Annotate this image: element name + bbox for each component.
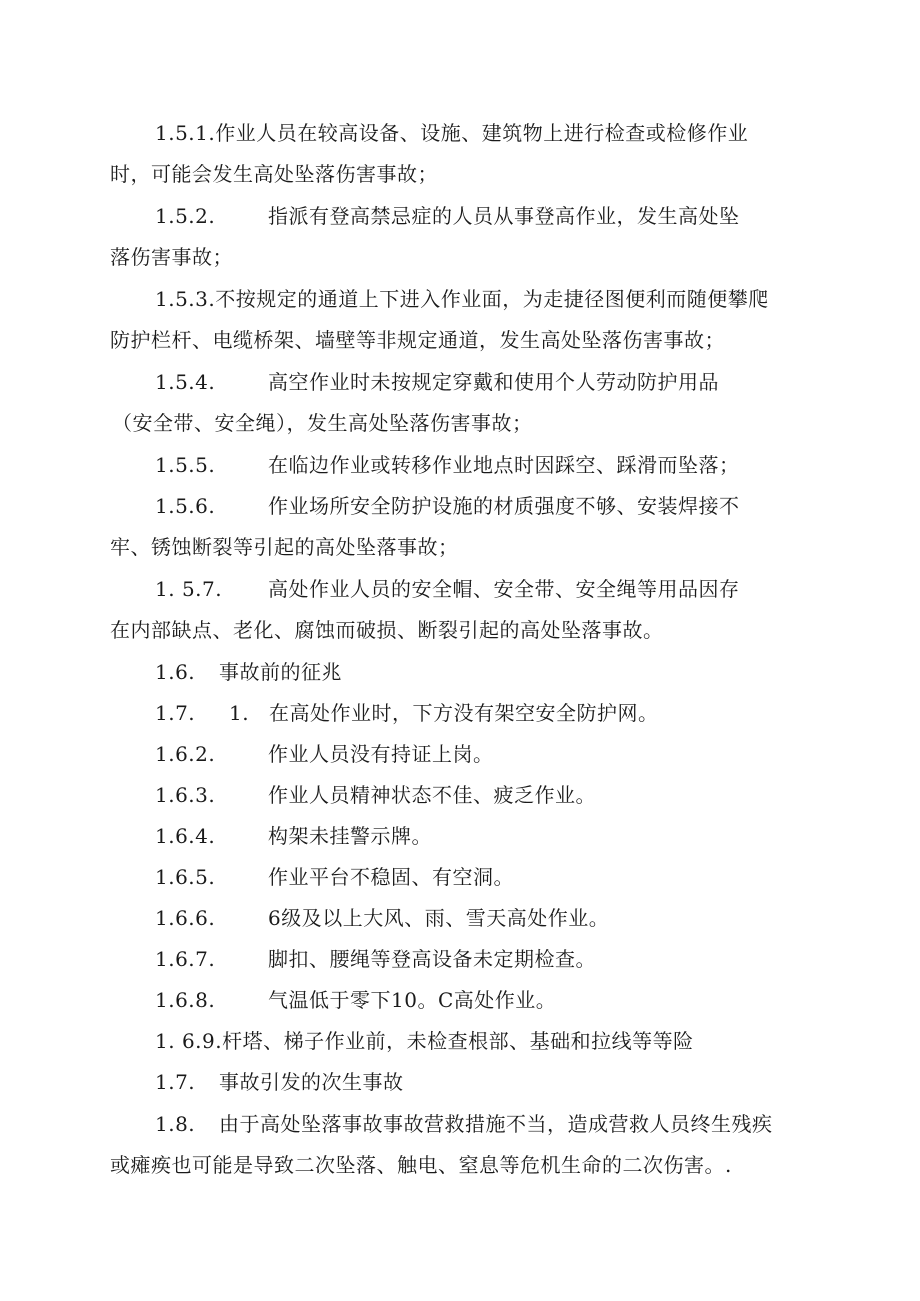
item-text: 高空作业时未按规定穿戴和使用个人劳动防护用品 — [268, 370, 719, 394]
paragraph-1-5-5 — [155, 451, 740, 479]
paragraph-1-5-6-line-1 — [155, 492, 740, 520]
item-text: 作业平台不稳固、有空洞。 — [268, 865, 514, 889]
item-text: 6级及以上大风、雨、雪天高处作业。 — [268, 906, 610, 930]
item-text: 指派有登高禁忌症的人员从事登高作业，发生高处坠 — [268, 204, 740, 228]
item-text: 高处作业人员的安全帽、安全带、安全绳等用品因存 — [268, 577, 740, 601]
paragraph-1-5-7-line-2: 在内部缺点、老化、腐蚀而破损、断裂引起的高处坠落事故。 — [110, 618, 664, 642]
item-text: 事故引发的次生事故 — [219, 1070, 404, 1094]
item-text: 作业人员精神状态不佳、疲乏作业。 — [268, 783, 596, 807]
item-number: 1.6.8. — [155, 988, 216, 1012]
item-text: 作业人员没有持证上岗。 — [268, 742, 494, 766]
item-number: 1.5.4. — [155, 370, 216, 394]
item-number: 1.5.6. — [155, 494, 216, 518]
paragraph-1-6-2 — [155, 740, 494, 768]
item-text: 气温低于零下10。C高处作业。 — [268, 988, 557, 1012]
paragraph-1-6-7 — [155, 945, 596, 973]
item-number: 1.6. — [155, 660, 196, 684]
item-number: 1.6.6. — [155, 906, 216, 930]
item-sub-number: 1. — [229, 701, 250, 725]
paragraph-1-5-1-line-2: 时，可能会发生高处坠落伤害事故； — [110, 162, 438, 186]
item-text: 由于高处坠落事故事故营救措施不当，造成营救人员终生残疾 — [219, 1112, 773, 1136]
paragraph-1-5-6-line-2: 牢、锈蚀断裂等引起的高处坠落事故； — [110, 535, 459, 559]
item-number: 1.6.3. — [155, 783, 216, 807]
paragraph-1-6-8 — [155, 986, 556, 1014]
item-text: 在高处作业时，下方没有架空安全防护网。 — [269, 701, 659, 725]
paragraph-1-6-6 — [155, 904, 609, 932]
paragraph-1-6-9: 1. 6.9.杆塔、梯子作业前，未检查根部、基础和拉线等等险 — [155, 1029, 694, 1053]
paragraph-1-5-1-line-1: 1.5.1.作业人员在较高设备、设施、建筑物上进行检查或检修作业 — [155, 121, 749, 145]
paragraph-1-5-7-line-1 — [155, 575, 740, 603]
item-number: 1.6.4. — [155, 824, 216, 848]
item-number: 1.5.5. — [155, 453, 216, 477]
paragraph-1-5-2-line-2: 落伤害事故； — [110, 245, 233, 269]
paragraph-1-5-2-line-1 — [155, 202, 740, 230]
paragraph-1-6-4 — [155, 822, 432, 850]
item-number: 1.6.2. — [155, 742, 216, 766]
paragraph-1-5-3-line-1: 1.5.3.不按规定的通道上下进入作业面，为走捷径图便利而随便攀爬 — [155, 287, 769, 311]
paragraph-1-6-5 — [155, 863, 514, 891]
item-text: 脚扣、腰绳等登高设备未定期检查。 — [268, 947, 596, 971]
item-text: 事故前的征兆 — [219, 660, 342, 684]
paragraph-1-8-line-1 — [155, 1110, 773, 1138]
paragraph-1-5-3-line-2: 防护栏杆、电缆桥架、墙壁等非规定通道，发生高处坠落伤害事故； — [110, 328, 725, 352]
section-heading-1-7 — [155, 1068, 404, 1096]
item-text: 构架未挂警示牌。 — [268, 824, 432, 848]
item-number: 1.6.5. — [155, 865, 216, 889]
item-text: 作业场所安全防护设施的材质强度不够、安装焊接不 — [268, 494, 740, 518]
paragraph-1-8-line-2: 或瘫痪也可能是导致二次坠落、触电、窒息等危机生命的二次伤害。. — [110, 1153, 732, 1177]
item-number: 1. 5.7. — [155, 577, 223, 601]
item-number: 1.7. — [155, 1070, 196, 1094]
item-number: 1.8. — [155, 1112, 196, 1136]
paragraph-1-5-4-line-1 — [155, 368, 719, 396]
paragraph-1-6-3 — [155, 781, 596, 809]
paragraph-1-6-1 — [155, 699, 659, 727]
item-number: 1.6.7. — [155, 947, 216, 971]
item-text: 在临边作业或转移作业地点时因踩空、踩滑而坠落； — [268, 453, 740, 477]
item-number: 1.7. — [155, 701, 196, 725]
item-number: 1.5.2. — [155, 204, 216, 228]
paragraph-1-5-4-line-2: （安全带、安全绳），发生高处坠落伤害事故； — [112, 411, 533, 435]
section-heading-1-6 — [155, 658, 342, 686]
